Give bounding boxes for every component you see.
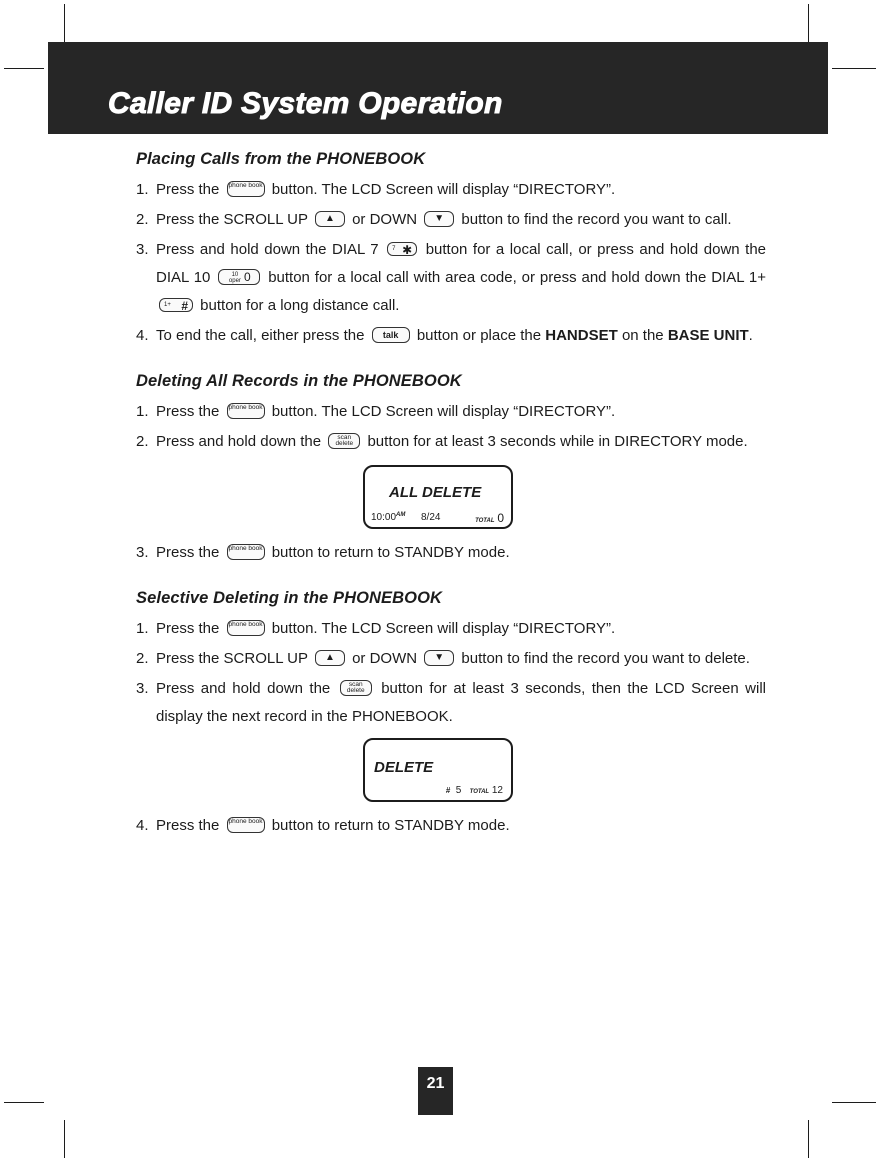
crop-mark [4,1102,44,1103]
lcd-total: TOTAL 0 [475,511,504,525]
list-item: 3. Press and hold down the DIAL 7 7 ✱ button for a local call, or press and hold down the DIAL 10 10 oper 0 button for a local call with area code, or press and hold down the DIAL 1+ 1+ # button for a long distance call. [136,241,766,314]
crop-mark [808,1120,809,1158]
deleting-all-steps-continued [136,539,766,567]
list-item: 2. Press the SCROLL UP ▲ or DOWN ▼ button to find the record you want to delete. [136,650,750,667]
dial-0-button-icon: 10 oper 0 [218,269,260,285]
section-title-placing-calls: Placing Calls from the PHONEBOOK [136,150,426,168]
crop-mark [64,1120,65,1158]
list-item: 3. Press and hold down the scan delete button for at least 3 seconds, then the LCD Screen will display the next record in the PHONEBOOK. [136,680,766,725]
phonebook-button-icon: phone book [227,181,265,197]
page-header [48,42,828,134]
selective-deleting-steps [136,615,766,731]
crop-mark [808,4,809,42]
dial-1-button-icon: 1+ # [159,298,193,312]
crop-mark [832,68,876,69]
crop-mark [832,1102,876,1103]
lcd-record-count: # 5 TOTAL 12 [445,785,503,796]
lcd-date: 8/24 [421,512,441,523]
list-item: 1. Press the phone book button. The LCD Screen will display “DIRECTORY”. [136,620,616,637]
section-title-deleting-all: Deleting All Records in the PHONEBOOK [136,372,462,390]
phonebook-button-icon: phone book [227,817,265,833]
scroll-down-button-icon: ▼ [424,650,454,666]
deleting-all-steps [136,398,766,456]
list-item: 2. Press and hold down the scan delete button for at least 3 seconds while in DIRECTORY mode. [136,433,748,450]
section-title-selective-deleting: Selective Deleting in the PHONEBOOK [136,589,443,607]
lcd-time: $10:00^{AM}$ [371,512,406,523]
list-item: 4. Press the phone book button to return to STANDBY mode. [136,817,510,834]
list-item: 4. To end the call, either press the talk button or place the HANDSET on the BASE UNIT. [136,327,753,344]
lcd-screen-all-delete [363,465,513,529]
list-item: 3. Press the phone book button to return to STANDBY mode. [136,544,510,561]
scan-delete-button-icon: scan delete [340,680,372,696]
scroll-up-button-icon: ▲ [315,650,345,666]
dial-7-button-icon: 7 ✱ [387,242,417,256]
talk-button-icon: talk [372,327,410,343]
page-title: Caller ID System Operation [108,87,503,120]
scroll-down-button-icon: ▼ [424,211,454,227]
phonebook-button-icon: phone book [227,620,265,636]
phonebook-button-icon: phone book [227,544,265,560]
list-item: 1. Press the phone book button. The LCD Screen will display “DIRECTORY”. [136,403,616,420]
placing-calls-steps [136,176,766,350]
scroll-up-button-icon: ▲ [315,211,345,227]
lcd-message: ALL DELETE [389,484,482,501]
phonebook-button-icon: phone book [227,403,265,419]
selective-deleting-steps-continued [136,812,766,840]
page-number: 21 [418,1067,453,1115]
lcd-message: DELETE [374,759,434,776]
scan-delete-button-icon: scan delete [328,433,360,449]
crop-mark [4,68,44,69]
list-item: 1. Press the phone book button. The LCD Screen will display “DIRECTORY”. [136,181,616,198]
list-item: 2. Press the SCROLL UP ▲ or DOWN ▼ button to find the record you want to call. [136,211,732,228]
page-content [136,150,766,840]
crop-mark [64,4,65,42]
lcd-screen-delete [363,738,513,802]
